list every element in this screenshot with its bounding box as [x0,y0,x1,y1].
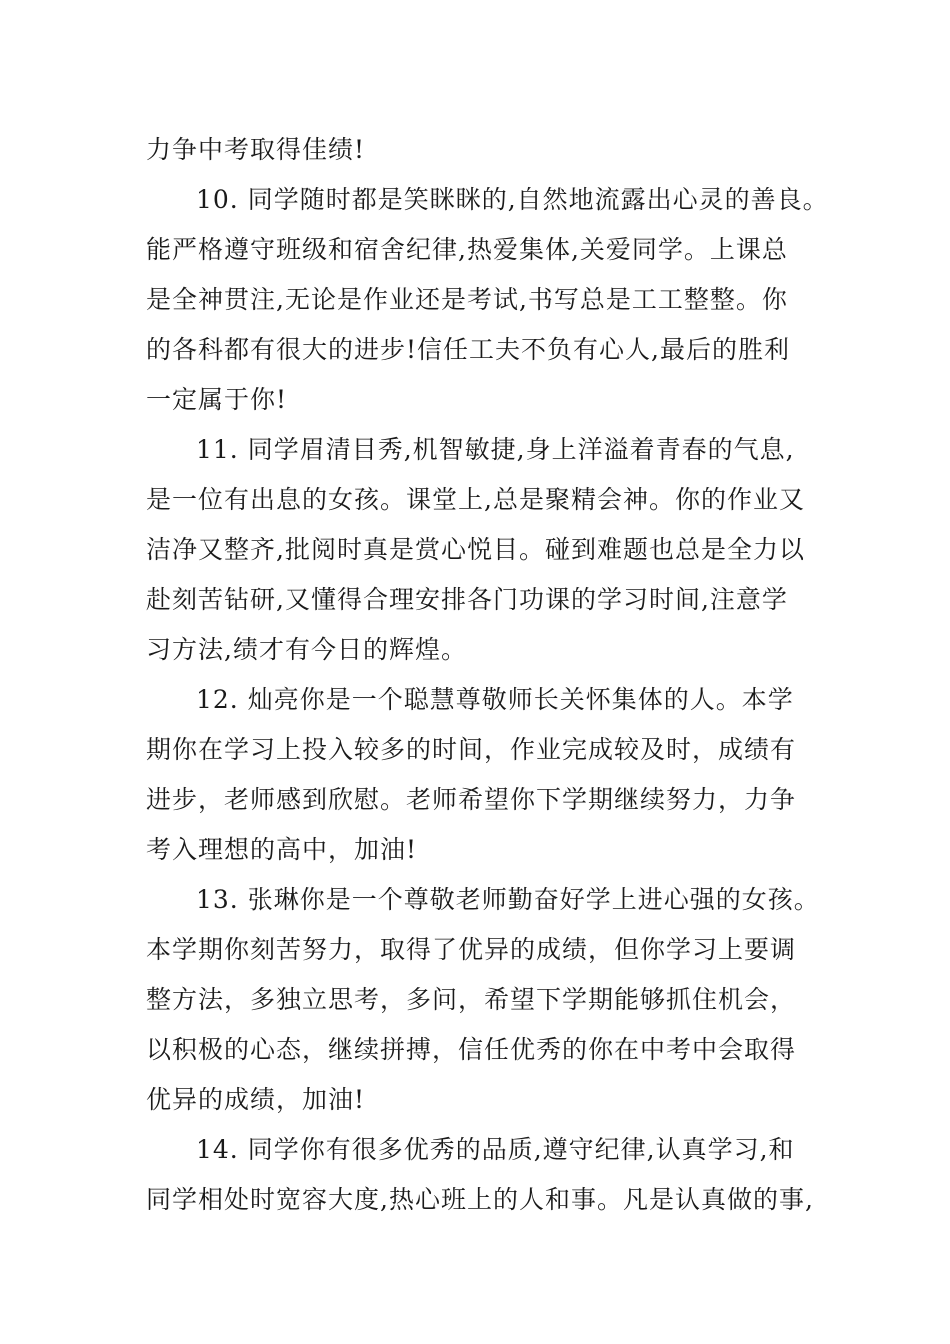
text-line: 洁净又整齐,批阅时真是赏心悦目。碰到难题也总是全力以 [146,535,805,564]
text-line: 能严格遵守班级和宿舍纪律,热爱集体,关爱同学。上课总 [146,235,788,264]
paragraph-11-start: 11. 同学眉清目秀,机智敏捷,身上洋溢着青春的气息, [196,435,795,464]
text-line: 同学相处时宽容大度,热心班上的人和事。凡是认真做的事, [146,1185,814,1214]
text-line: 优异的成绩，加油! [146,1085,366,1114]
text-line: 本学期你刻苦努力，取得了优异的成绩，但你学习上要调 [146,935,797,964]
text-line: 整方法，多独立思考，多问，希望下学期能够抓住机会， [146,985,797,1014]
text-line: 是全神贯注,无论是作业还是考试,书写总是工工整整。你 [146,285,788,314]
text-line: 以积极的心态，继续拼搏，信任优秀的你在中考中会取得 [146,1035,797,1064]
text-line: 赴刻苦钻研,又懂得合理安排各门功课的学习时间,注意学 [146,585,788,614]
text-line: 习方法,绩才有今日的辉煌。 [146,635,467,664]
text-line: 期你在学习上投入较多的时间，作业完成较及时，成绩有 [146,735,797,764]
text-line: 一定属于你! [146,385,288,414]
paragraph-10-start: 10. 同学随时都是笑眯眯的,自然地流露出心灵的善良。 [196,185,829,214]
text-line: 的各科都有很大的进步!信任工夫不负有心人,最后的胜利 [146,335,790,364]
paragraph-13-start: 13. 张琳你是一个尊敬老师勤奋好学上进心强的女孩。 [196,885,820,914]
text-line: 考入理想的高中，加油! [146,835,418,864]
paragraph-14-start: 14. 同学你有很多优秀的品质,遵守纪律,认真学习,和 [196,1135,795,1164]
paragraph-12-start: 12. 灿亮你是一个聪慧尊敬师长关怀集体的人。本学 [196,685,794,714]
text-line: 进步，老师感到欣慰。老师希望你下学期继续努力，力争 [146,785,797,814]
text-line: 是一位有出息的女孩。课堂上,总是聚精会神。你的作业又 [146,485,805,514]
text-line: 力争中考取得佳绩! [146,135,366,164]
